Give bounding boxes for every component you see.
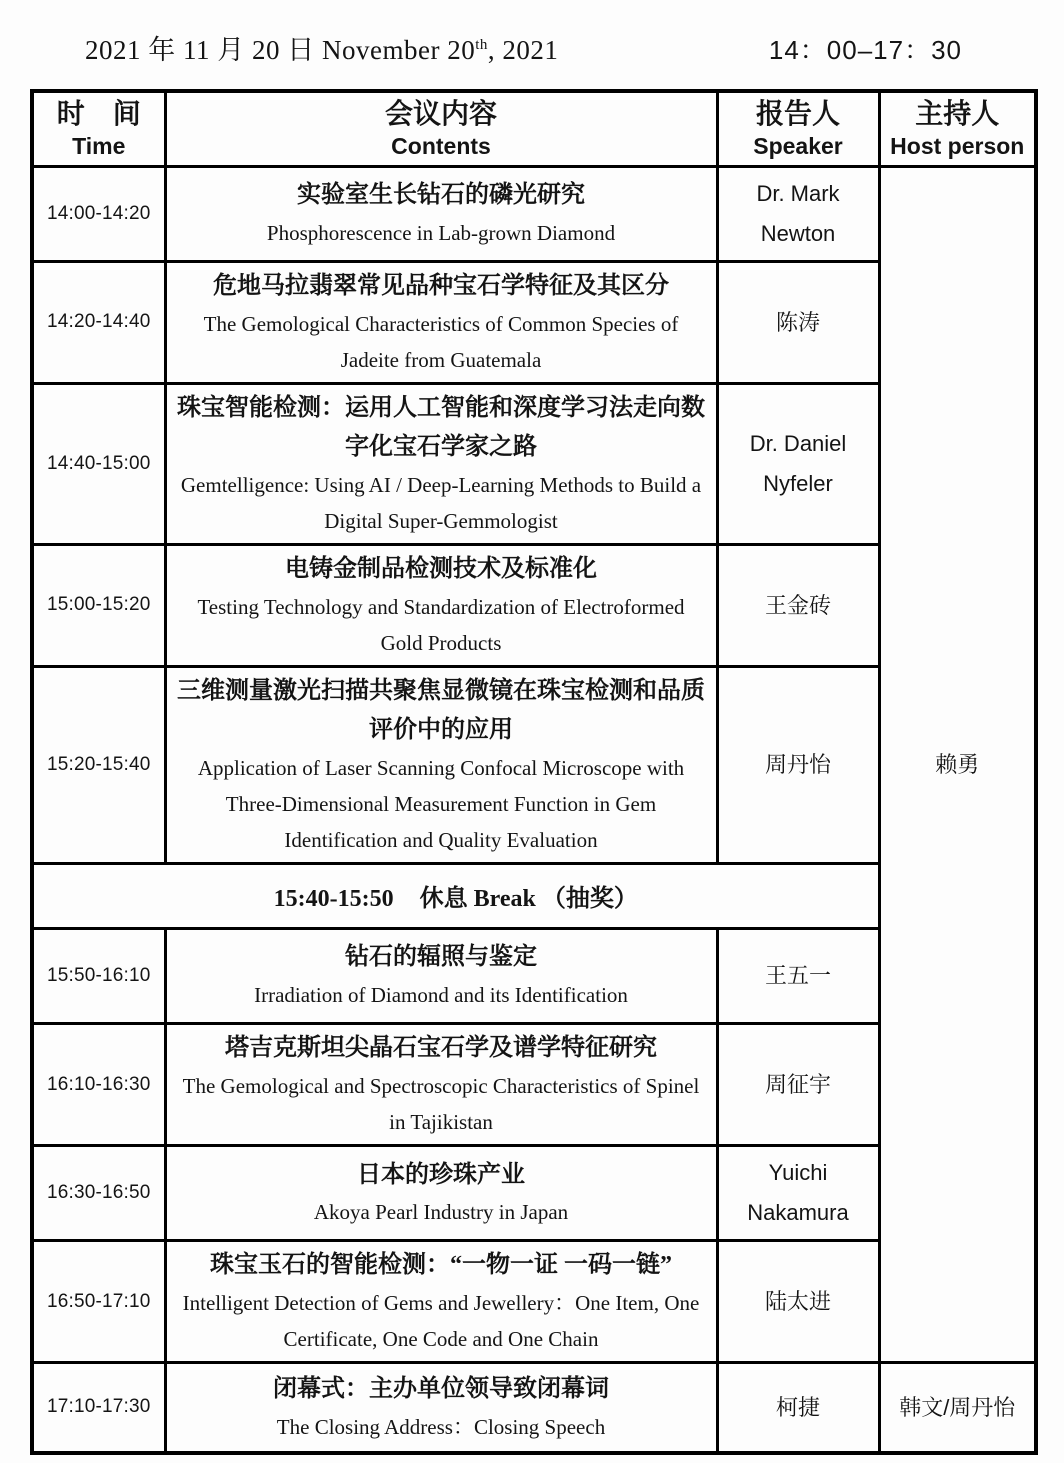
session-title-cn: 危地马拉翡翠常见品种宝石学特征及其区分 bbox=[213, 272, 669, 299]
time-cell: 16:10-16:30 bbox=[32, 1023, 165, 1145]
session-date-ordinal: th bbox=[475, 37, 488, 53]
content-cell bbox=[165, 261, 717, 383]
session-title-cn: 闭幕式：主办单位领导致闭幕词 bbox=[273, 1375, 609, 1402]
content-cell bbox=[165, 383, 717, 544]
column-header-host bbox=[879, 91, 1036, 166]
conference-schedule-table bbox=[30, 89, 1038, 1455]
column-header-speaker-en: Speaker bbox=[753, 133, 843, 159]
time-cell: 15:20-15:40 bbox=[32, 666, 165, 863]
content-cell bbox=[165, 666, 717, 863]
content-cell bbox=[165, 544, 717, 666]
time-cell: 15:00-15:20 bbox=[32, 544, 165, 666]
session-title-en: Phosphorescence in Lab-grown Diamond bbox=[266, 221, 616, 246]
speaker-cell: 周丹怡 bbox=[717, 666, 879, 863]
content-cell bbox=[165, 1023, 717, 1145]
speaker-cell: Dr. Mark Newton bbox=[717, 166, 879, 261]
column-header-speaker bbox=[717, 91, 879, 166]
time-cell: 16:50-17:10 bbox=[32, 1241, 165, 1363]
column-header-time-cn: 时 间 bbox=[56, 99, 141, 130]
time-cell: 14:40-15:00 bbox=[32, 383, 165, 544]
column-header-contents-en: Contents bbox=[391, 133, 491, 159]
speaker-cell: 陆太进 bbox=[717, 1241, 879, 1363]
page-header bbox=[30, 18, 1034, 89]
break-time: 15:40-15:50 bbox=[273, 886, 394, 913]
speaker-cell: 柯捷 bbox=[717, 1363, 879, 1453]
column-header-speaker-cn: 报告人 bbox=[755, 99, 840, 130]
session-title-en: The Closing Address：Closing Speech bbox=[276, 1414, 606, 1439]
session-date-cn: 2021 年 11 月 20 日 bbox=[85, 35, 315, 65]
content-cell bbox=[165, 1363, 717, 1453]
session-title-cn: 钻石的辐照与鉴定 bbox=[345, 944, 537, 971]
content-cell bbox=[165, 928, 717, 1023]
break-cell bbox=[32, 863, 879, 928]
time-cell: 14:20-14:40 bbox=[32, 261, 165, 383]
host-cell-main: 赖勇 bbox=[879, 166, 1036, 1362]
speaker-cell: 陈涛 bbox=[717, 261, 879, 383]
session-title-cn: 珠宝智能检测：运用人工智能和深度学习法走向数字化宝石学家之路 bbox=[177, 394, 705, 460]
session-title-cn: 珠宝玉石的智能检测：“一物一证 一码一链” bbox=[210, 1252, 672, 1279]
session-title-en: Intelligent Detection of Gems and Jewellery：One Item, One Certificate, One Code and One Chain bbox=[182, 1290, 700, 1352]
column-header-time-en: Time bbox=[72, 133, 126, 159]
speaker-cell: 王五一 bbox=[717, 928, 879, 1023]
table-row bbox=[32, 1363, 1036, 1453]
session-date-en: November 20 bbox=[314, 35, 476, 65]
session-title-cn: 日本的珍珠产业 bbox=[357, 1161, 525, 1188]
session-title-cn: 塔吉克斯坦尖晶石宝石学及谱学特征研究 bbox=[225, 1034, 657, 1061]
speaker-cell: 王金砖 bbox=[717, 544, 879, 666]
column-header-contents bbox=[165, 91, 717, 166]
session-title-cn: 三维测量激光扫描共聚焦显微镜在珠宝检测和品质评价中的应用 bbox=[177, 677, 705, 743]
column-header-host-en: Host person bbox=[890, 133, 1025, 159]
time-cell: 17:10-17:30 bbox=[32, 1363, 165, 1453]
column-header-time bbox=[32, 91, 165, 166]
session-date-en-year: , 2021 bbox=[487, 35, 559, 65]
break-label: 休息 Break （抽奖） bbox=[419, 886, 638, 913]
speaker-cell: Dr. Daniel Nyfeler bbox=[717, 383, 879, 544]
speaker-cell: 周征宇 bbox=[717, 1023, 879, 1145]
session-title-en: Testing Technology and Standardization of Electroformed Gold Products bbox=[197, 594, 685, 655]
column-header-contents-cn: 会议内容 bbox=[384, 99, 497, 130]
session-title-en: Application of Laser Scanning Confocal Microscope with Three-Dimensional Measurement Function in Gem Identification and Quality Evaluation bbox=[197, 755, 685, 852]
session-time-range: 14：00–17：30 bbox=[768, 35, 962, 65]
session-title-en: Gemtelligence: Using AI / Deep-Learning Methods to Build a Digital Super-Gemmologist bbox=[180, 472, 702, 533]
session-title-en: Irradiation of Diamond and its Identification bbox=[254, 983, 628, 1008]
content-cell bbox=[165, 1146, 717, 1241]
speaker-cell: Yuichi Nakamura bbox=[717, 1146, 879, 1241]
session-title-cn: 电铸金制品检测技术及标准化 bbox=[285, 555, 597, 582]
content-cell bbox=[165, 166, 717, 261]
host-cell-closing: 韩文/周丹怡 bbox=[879, 1363, 1036, 1453]
table-row bbox=[32, 166, 1036, 261]
time-cell: 15:50-16:10 bbox=[32, 928, 165, 1023]
session-title-en: The Gemological Characteristics of Common Species of Jadeite from Guatemala bbox=[203, 311, 679, 372]
table-header-row bbox=[32, 91, 1036, 166]
column-header-host-cn: 主持人 bbox=[915, 99, 1000, 130]
time-cell: 16:30-16:50 bbox=[32, 1146, 165, 1241]
session-title-cn: 实验室生长钻石的磷光研究 bbox=[297, 182, 585, 209]
session-title-en: The Gemological and Spectroscopic Characteristics of Spinel in Tajikistan bbox=[182, 1073, 700, 1134]
time-cell: 14:00-14:20 bbox=[32, 166, 165, 261]
content-cell bbox=[165, 1241, 717, 1363]
session-date bbox=[85, 28, 558, 67]
session-title-en: Akoya Pearl Industry in Japan bbox=[313, 1200, 569, 1225]
